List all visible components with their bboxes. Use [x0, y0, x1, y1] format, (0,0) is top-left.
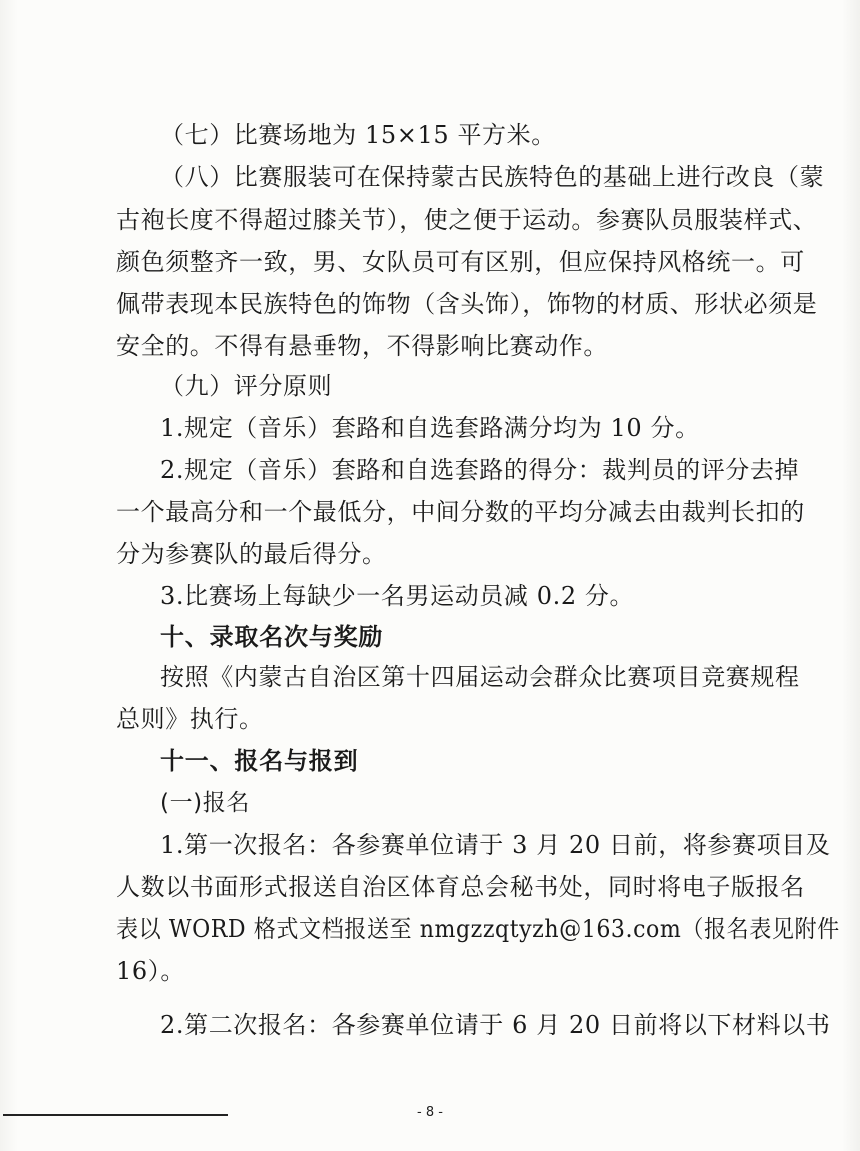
page-number: - 8 - — [417, 1105, 443, 1120]
paragraph-line-venue: （七）比赛场地为 15×15 平方米。 — [160, 121, 556, 149]
scoring-rule-2-line-1: 2.规定（音乐）套路和自选套路的得分：裁判员的评分去掉 — [160, 456, 800, 484]
paragraph-line-costume-5: 安全的。不得有悬垂物，不得影响比赛动作。 — [116, 332, 608, 360]
first-registration-line-1: 1.第一次报名：各参赛单位请于 3 月 20 日前，将参赛项目及 — [160, 831, 831, 859]
first-registration-line-3: 表以 WORD 格式文档报送至 nmgzzqtyzh@163.com（报名表见附件 — [116, 915, 840, 943]
awards-line-2: 总则》执行。 — [116, 705, 264, 733]
scoring-rule-1: 1.规定（音乐）套路和自选套路满分均为 10 分。 — [160, 414, 700, 442]
first-registration-line-2: 人数以书面形式报送自治区体育总会秘书处，同时将电子版报名 — [116, 873, 805, 901]
registration-subheading: (一)报名 — [160, 790, 250, 816]
paragraph-line-costume-2: 古袍长度不得超过膝关节），使之便于运动。参赛队员服装样式、 — [116, 206, 818, 234]
paragraph-line-costume-4: 佩带表现本民族特色的饰物（含头饰），饰物的材质、形状必须是 — [116, 290, 818, 318]
second-registration-line-1: 2.第二次报名：各参赛单位请于 6 月 20 日前将以下材料以书 — [160, 1011, 831, 1039]
section-scoring-title: （九）评分原则 — [160, 372, 333, 400]
scoring-rule-3: 3.比赛场上每缺少一名男运动员减 0.2 分。 — [160, 582, 635, 610]
awards-line-1: 按照《内蒙古自治区第十四届运动会群众比赛项目竞赛规程 — [160, 663, 800, 691]
scoring-rule-2-line-2: 一个最高分和一个最低分，中间分数的平均分减去由裁判长扣的 — [116, 498, 805, 526]
paragraph-line-costume-1: （八）比赛服装可在保持蒙古民族特色的基础上进行改良（蒙 — [160, 163, 825, 191]
first-registration-line-4: 16）。 — [116, 957, 185, 985]
section-eleven-heading: 十一、报名与报到 — [160, 747, 359, 775]
section-ten-heading: 十、录取名次与奖励 — [160, 623, 384, 651]
paragraph-line-costume-3: 颜色须整齐一致，男、女队员可有区别，但应保持风格统一。可 — [116, 248, 805, 276]
scoring-rule-2-line-3: 分为参赛队的最后得分。 — [116, 540, 387, 568]
